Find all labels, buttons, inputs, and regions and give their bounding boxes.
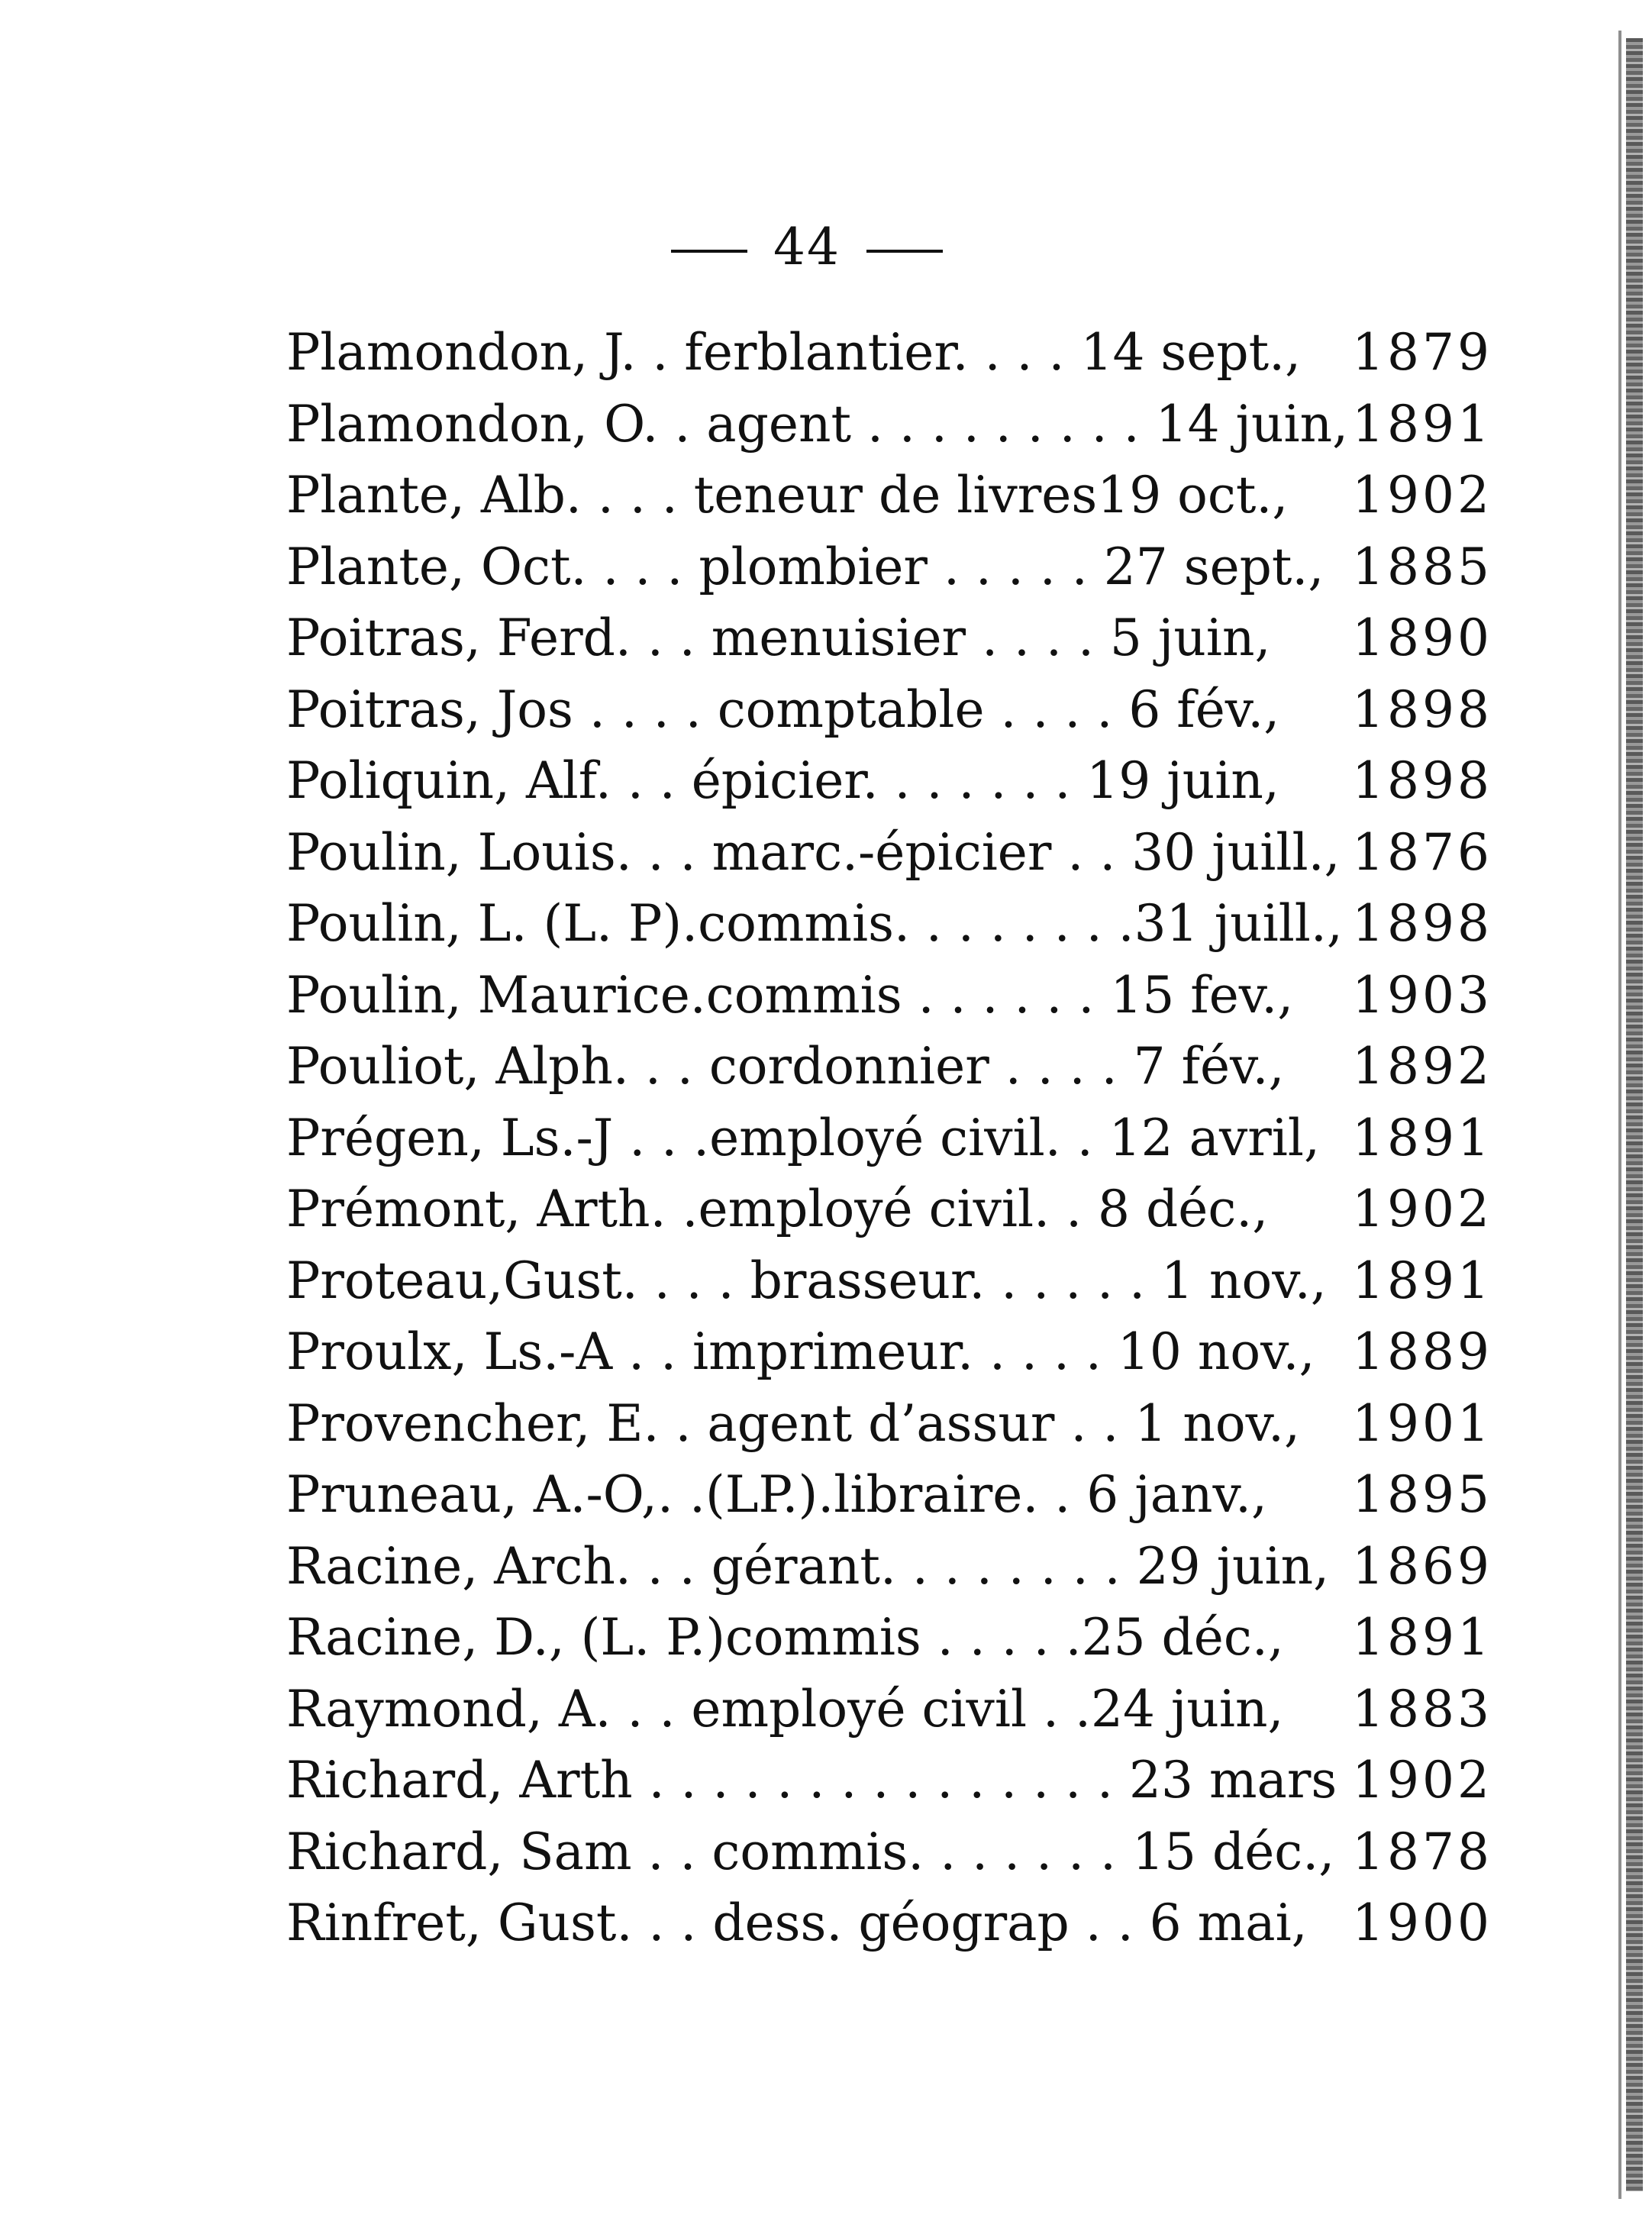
entry-text: Poliquin, Alf. . . épicier. . . . . . . 19 juin, bbox=[286, 751, 1279, 810]
page-edge-line bbox=[1618, 31, 1621, 2199]
entry-year: 1892 bbox=[1352, 1037, 1492, 1096]
entry-year: 1898 bbox=[1352, 751, 1492, 810]
entry-year: 1891 bbox=[1352, 394, 1492, 454]
entry-text: Plante, Alb. . . . teneur de livres19 oct., bbox=[286, 466, 1289, 525]
page-binding-edge bbox=[1626, 38, 1643, 2191]
entry-year: 1883 bbox=[1352, 1679, 1492, 1739]
entry-year: 1885 bbox=[1352, 537, 1492, 596]
list-item bbox=[286, 1816, 1492, 1888]
entry-text: Racine, Arch. . . gérant. . . . . . . . 29 juin, bbox=[286, 1536, 1330, 1596]
right-dash bbox=[866, 250, 943, 253]
list-item bbox=[286, 1031, 1492, 1103]
list-item bbox=[286, 1316, 1492, 1388]
list-item bbox=[286, 1459, 1492, 1531]
entry-text: Pouliot, Alph. . . cordonnier . . . . 7 fév., bbox=[286, 1037, 1285, 1096]
entry-text: Pruneau, A.-O,. .(LP.).libraire. . 6 janv., bbox=[286, 1465, 1267, 1524]
entry-text: Richard, Sam . . commis. . . . . . . 15 déc., bbox=[286, 1822, 1335, 1881]
entry-year: 1869 bbox=[1352, 1536, 1492, 1596]
page-number bbox=[0, 218, 1633, 276]
entry-year: 1879 bbox=[1352, 323, 1492, 382]
entry-text: Poitras, Jos . . . . comptable . . . . 6 fév., bbox=[286, 680, 1280, 739]
entry-text: Provencher, E. . agent d’assur . . 1 nov., bbox=[286, 1393, 1300, 1453]
list-item bbox=[286, 960, 1492, 1032]
page-number-value: 44 bbox=[773, 218, 841, 276]
list-item bbox=[286, 460, 1492, 531]
entry-text: Poulin, Louis. . . marc.-épicier . . 30 juill., bbox=[286, 822, 1341, 882]
entry-text: Poulin, Maurice.commis . . . . . . 15 fev., bbox=[286, 965, 1294, 1025]
entry-year: 1902 bbox=[1352, 1180, 1492, 1238]
list-item bbox=[286, 389, 1492, 460]
list-item bbox=[286, 1745, 1492, 1816]
entry-year: 1891 bbox=[1352, 1251, 1492, 1310]
entry-text: Plamondon, J. . ferblantier. . . . 14 sept., bbox=[286, 323, 1302, 382]
list-item bbox=[286, 1674, 1492, 1745]
list-item bbox=[286, 531, 1492, 603]
entry-text: Racine, D., (L. P.)commis . . . . .25 déc., bbox=[286, 1608, 1284, 1667]
list-item bbox=[286, 1388, 1492, 1460]
entry-year: 1876 bbox=[1352, 822, 1492, 882]
entry-year: 1902 bbox=[1352, 466, 1492, 525]
list-item bbox=[286, 1602, 1492, 1674]
list-item bbox=[286, 1245, 1492, 1317]
list-item bbox=[286, 1531, 1492, 1603]
entry-text: Raymond, A. . . employé civil . .24 juin, bbox=[286, 1679, 1284, 1739]
entry-year: 1902 bbox=[1352, 1751, 1492, 1810]
entry-text: Prégen, Ls.-J . . .employé civil. . 12 avril, bbox=[286, 1108, 1320, 1167]
entry-text: Poitras, Ferd. . . menuisier . . . . 5 juin, bbox=[286, 609, 1271, 667]
entry-text: Plante, Oct. . . . plombier . . . . . 27 sept., bbox=[286, 537, 1325, 596]
entry-text: Proteau,Gust. . . . brasseur. . . . . . 1 nov., bbox=[286, 1251, 1327, 1310]
entry-text: Plamondon, O. . agent . . . . . . . . . 14 juin, bbox=[286, 394, 1349, 454]
entry-year: 1878 bbox=[1352, 1822, 1492, 1881]
register-list bbox=[286, 317, 1492, 1959]
entry-year: 1898 bbox=[1352, 680, 1492, 739]
list-item bbox=[286, 745, 1492, 817]
entry-text: Rinfret, Gust. . . dess. géograp . . 6 mai, bbox=[286, 1894, 1308, 1952]
entry-text: Prémont, Arth. .employé civil. . 8 déc., bbox=[286, 1180, 1269, 1238]
entry-year: 1898 bbox=[1352, 894, 1492, 953]
entry-year: 1891 bbox=[1352, 1108, 1492, 1167]
list-item bbox=[286, 888, 1492, 960]
entry-year: 1891 bbox=[1352, 1608, 1492, 1667]
list-item bbox=[286, 317, 1492, 389]
list-item bbox=[286, 1174, 1492, 1245]
list-item bbox=[286, 1103, 1492, 1174]
list-item bbox=[286, 674, 1492, 746]
entry-text: Richard, Arth . . . . . . . . . . . . . . . 23 mars bbox=[286, 1751, 1337, 1810]
left-dash bbox=[671, 250, 747, 253]
entry-text: Poulin, L. (L. P).commis. . . . . . . .31 juill., bbox=[286, 894, 1343, 953]
list-item bbox=[286, 1887, 1492, 1959]
entry-year: 1903 bbox=[1352, 965, 1492, 1025]
list-item bbox=[286, 602, 1492, 674]
entry-year: 1889 bbox=[1352, 1322, 1492, 1381]
entry-text: Proulx, Ls.-A . . imprimeur. . . . . 10 nov., bbox=[286, 1322, 1315, 1381]
list-item bbox=[286, 817, 1492, 889]
entry-year: 1895 bbox=[1352, 1465, 1492, 1524]
entry-year: 1901 bbox=[1352, 1393, 1492, 1453]
entry-year: 1890 bbox=[1352, 609, 1492, 667]
entry-year: 1900 bbox=[1352, 1894, 1492, 1952]
